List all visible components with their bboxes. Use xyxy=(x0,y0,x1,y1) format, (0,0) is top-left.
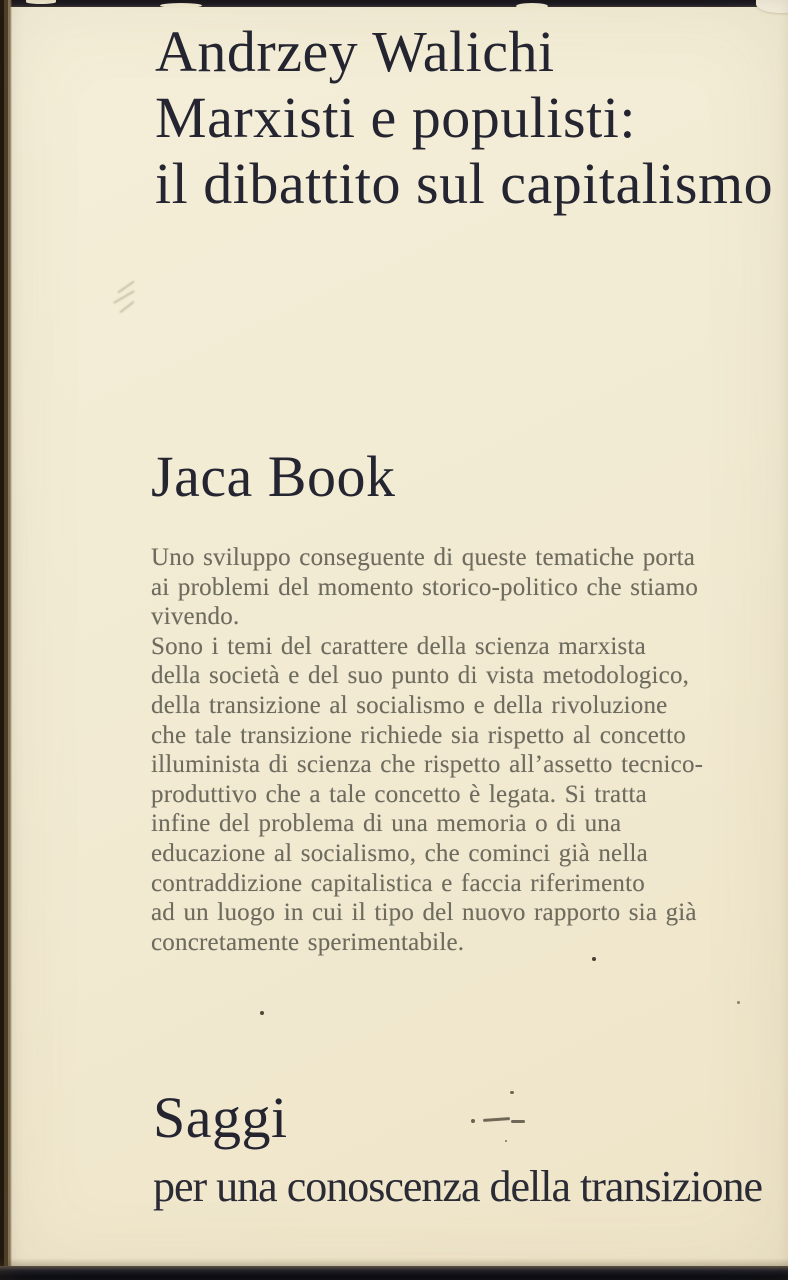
scan-edge-bottom xyxy=(0,1266,788,1280)
blurb-line: infine del problema di una memoria o di una xyxy=(151,810,622,838)
pencil-mark-dash xyxy=(511,1120,525,1123)
paper-speck xyxy=(737,1001,740,1004)
publisher-name: Jaca Book xyxy=(151,444,396,509)
scan-edge-top xyxy=(0,0,788,7)
blurb-line: ai problemi del momento storico-politico che stiamo xyxy=(151,573,699,601)
scan-edge-left xyxy=(0,0,12,1280)
series-title: Saggi xyxy=(153,1085,288,1150)
blurb-line: ad un luogo in cui il tipo del nuovo rapporto sia già xyxy=(151,899,697,927)
pencil-smudge xyxy=(110,280,144,318)
blurb-line: che tale transizione richiede sia rispetto al concetto xyxy=(151,721,686,749)
author-name: Andrzey Walichi xyxy=(155,19,555,84)
blurb-line: contraddizione capitalistica e faccia riferimento xyxy=(151,869,645,897)
paper-speck xyxy=(505,1140,507,1142)
corner-scuff xyxy=(756,0,788,13)
pencil-mark-dot xyxy=(471,1119,475,1123)
blurb-line: concretamente sperimentabile. xyxy=(151,928,465,956)
blurb-line: Sono i temi del carattere della scienza marxista xyxy=(151,632,646,660)
paper-speck xyxy=(510,1091,514,1094)
title-line-2: il dibattito sul capitalismo xyxy=(155,151,774,216)
blurb-line: illuminista di scienza che rispetto all’assetto tecnico- xyxy=(151,751,704,779)
blurb-line: produttivo che a tale concetto è legata. Si tratta xyxy=(151,780,647,808)
bottom-edge-shadow xyxy=(0,1258,788,1266)
title-block xyxy=(155,19,773,217)
series-subtitle: per una conoscenza della transizione xyxy=(153,1162,763,1211)
blurb-line: della società e del suo punto di vista metodologico, xyxy=(151,662,690,690)
edge-notch xyxy=(26,0,56,4)
blurb-line: della transizione al socialismo e della rivoluzione xyxy=(151,691,668,719)
title-line-1: Marxisti e populisti: xyxy=(155,85,636,150)
pencil-mark-dash xyxy=(483,1117,510,1122)
edge-notch xyxy=(160,3,202,8)
blurb-line: Uno sviluppo conseguente di queste tematiche porta xyxy=(151,544,696,571)
edge-notch xyxy=(516,3,548,9)
blurb-line: vivendo. xyxy=(151,603,240,631)
back-blurb xyxy=(151,543,703,957)
blurb-line: educazione al socialismo, che cominci già nella xyxy=(151,839,648,867)
paper-speck xyxy=(260,1011,264,1015)
paper-speck xyxy=(592,957,596,961)
